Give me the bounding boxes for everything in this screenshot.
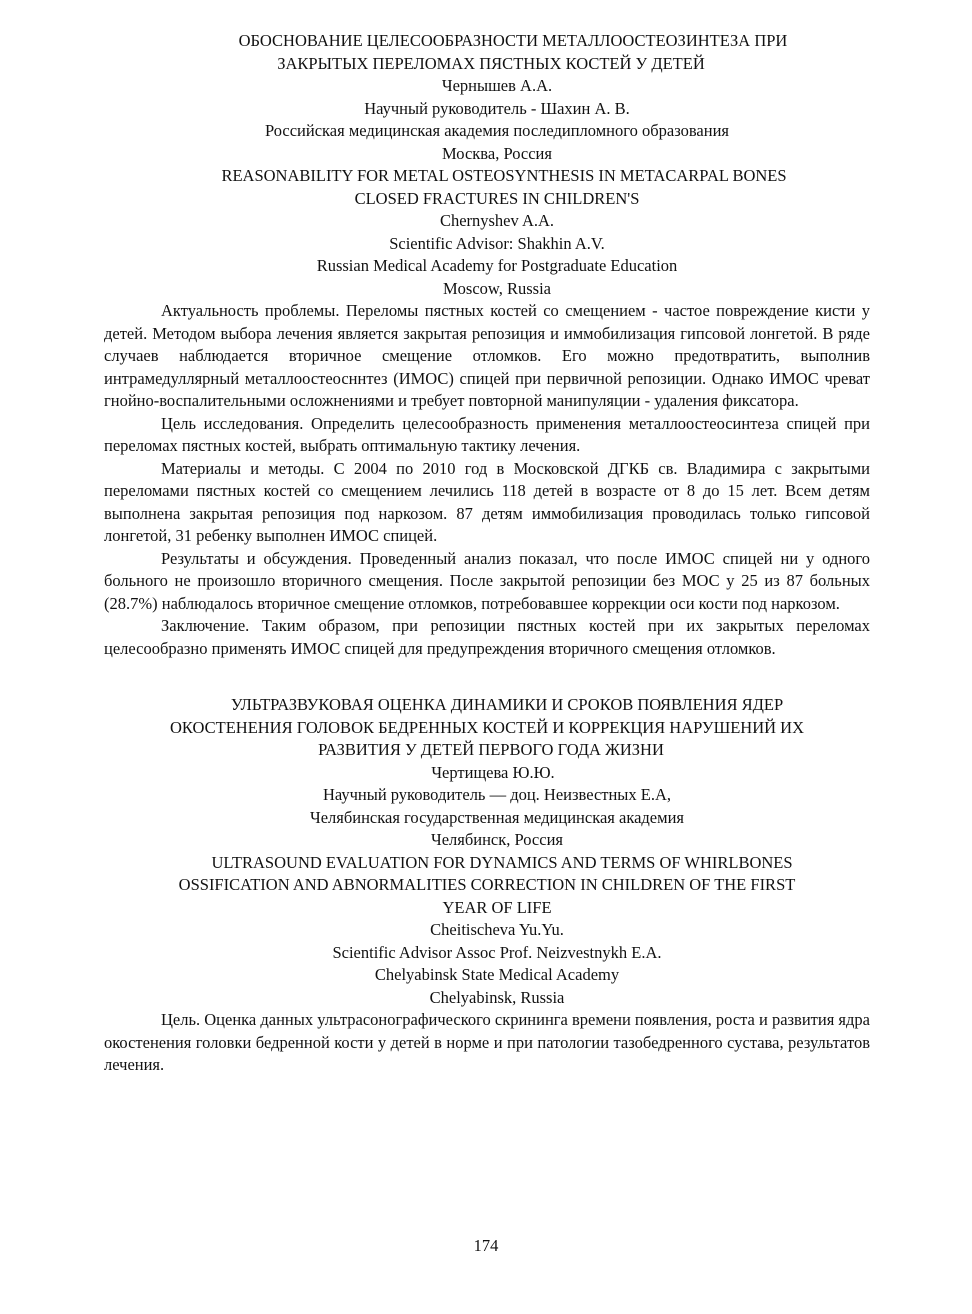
article2-institution-en: Chelyabinsk State Medical Academy [374,965,620,984]
article2-city-en: Chelyabinsk, Russia [429,987,565,1007]
article1-city-en: Moscow, Russia [442,278,551,298]
article2-institution-ru: Челябинская государственная медицинская академия [310,807,684,827]
article1-paragraph-results: Результаты и обсуждения. Проведенный анализ показал, что после ИМОС спицей ни у одного больного не произошло вторичного смещения. После закрытой репозиции без МОС у 25 из 87 больных (28.7%) наблюдалось вторичное смещение отломков, потребовавшее коррекции оси кости под наркозом. [104,548,870,613]
title-line: ОКОСТЕНЕНИЯ ГОЛОВОК БЕДРЕННЫХ КОСТЕЙ И КОРРЕКЦИЯ НАРУШЕНИЙ ИХ [169,717,805,737]
article1-city-ru: Москва, Россия [442,143,552,163]
title-line: OSSIFICATION AND ABNORMALITIES CORRECTION IN CHILDREN OF THE FIRST [178,875,796,894]
article1-author-ru: Чернышев А.А. [441,76,553,95]
article2-advisor-en: Scientific Advisor Assoc Prof. Neizvestnykh E.A. [332,942,662,962]
title-line: REASONABILITY FOR METAL OSTEOSYNTHESIS IN METACARPAL BONES [221,166,787,185]
article1-paragraph-methods: Материалы и методы. С 2004 по 2010 год в Московской ДГКБ св. Владимира с закрытыми переломами пястных костей со смещением лечились 118 детей в возрасте от 8 до 15 лет. Всем детям выполнена закрытая репозиция под наркозом. 87 детям иммобилизация проводилась только гипсовой лонгетой, 31 ребенку выполнен ИМОС спицей. [104,458,870,545]
article1-author-en: Chernyshev A.A. [439,211,555,230]
article1-advisor-en: Scientific Advisor: Shakhin A.V. [389,233,605,253]
article1-paragraph-conclusion: Заключение. Таким образом, при репозиции пястных костей при их закрытых переломах целесообразно применять ИМОС спицей для предупреждения вторичного смещения отломков. [104,616,870,658]
title-line: ОБОСНОВАНИЕ ЦЕЛЕСООБРАЗНОСТИ МЕТАЛЛООСТЕОЗИНТЕЗА ПРИ [238,31,788,50]
article2-advisor-ru: Научный руководитель — доц. Неизвестных Е.А, [322,785,672,804]
article2-title-en [104,852,870,920]
title-line: ЗАКРЫТЫХ ПЕРЕЛОМАХ ПЯСТНЫХ КОСТЕЙ У ДЕТЕЙ [277,53,705,73]
title-line: РАЗВИТИЯ У ДЕТЕЙ ПЕРВОГО ГОДА ЖИЗНИ [318,740,664,759]
article2-paragraph-aim: Цель. Оценка данных ультрасонографического скрининга времени появления, роста и развития ядра окостенения головки бедренной кости у детей в норме и при патологии тазобедренного сустава, результатов лечения. [104,1010,870,1074]
article2-author-ru: Чертищева Ю.Ю. [431,762,555,782]
article2-title-ru [104,694,870,762]
article2-author-en: Cheitischeva Yu.Yu. [430,920,564,939]
article1-paragraph-aim: Цель исследования. Определить целесообразность применения металлоостеосинтеза спицей при переломах пястных костей, выбрать оптимальную тактику лечения. [104,413,870,455]
page-number: 174 [473,1236,499,1255]
title-line: YEAR OF LIFE [442,897,552,917]
article1-title-ru [104,30,870,75]
title-line: CLOSED FRACTURES IN CHILDREN'S [354,188,640,208]
article1-title-en [104,165,870,210]
document-page [104,30,870,1077]
article1-institution-ru: Российская медицинская академия последипломного образования [264,121,730,140]
title-line: ULTRASOUND EVALUATION FOR DYNAMICS AND TERMS OF WHIRLBONES [211,852,793,872]
article2-city-ru: Челябинск, Россия [430,830,563,849]
section-spacer [104,660,870,694]
title-line: УЛЬТРАЗВУКОВАЯ ОЦЕНКА ДИНАМИКИ И СРОКОВ ПОЯВЛЕНИЯ ЯДЕР [230,695,784,714]
article1-advisor-ru: Научный руководитель - Шахин А. В. [364,98,630,118]
article1-paragraph-relevance: Актуальность проблемы. Переломы пястных костей со смещением - частое повреждение кисти у детей. Методом выбора лечения является закрытая репозиция и иммобилизация гипсовой лонгетой. В ряде случаев наблюдается вторичное смещение отломков. Его можно предотвратить, выполнив интрамедуллярный металлоостеосннтез (ИМОС) спицей при первичной репозиции. Однако ИМОС чреват гнойно-воспалительными осложнениями и требует повторной манипуляции - удаления фиксатора. [104,301,870,410]
article1-institution-en: Russian Medical Academy for Postgraduate Education [316,256,678,275]
